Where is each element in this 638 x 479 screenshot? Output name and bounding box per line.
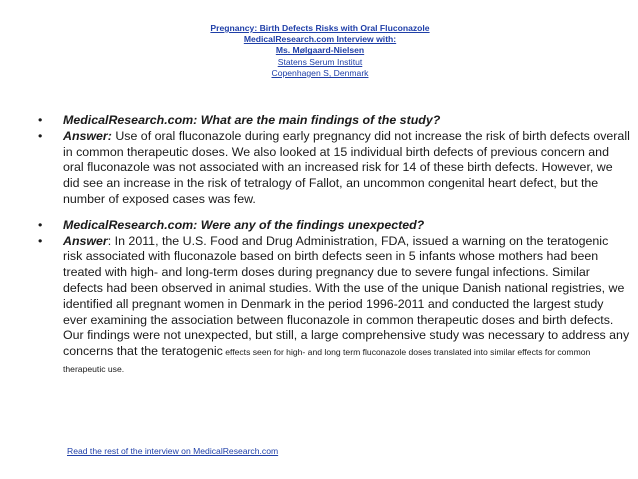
institute-link[interactable]: Statens Serum Institut xyxy=(277,56,363,67)
answer-text: Use of oral fluconazole during early pregnancy did not increase the risk of birth defects overall in common therapeutic doses. We also looked at 15 individual birth defects of previous concern and oral fluconazole was not associated with an increased risk for 14 of these birth defects. However, we did see an increase in the risk of tetralogy of Fallot, an uncommon congenital heart defect, but the number of exposed cases was few. xyxy=(63,128,630,206)
question-item xyxy=(38,113,630,129)
location-link[interactable]: Copenhagen S, Denmark xyxy=(271,67,369,78)
bullet-icon: • xyxy=(38,113,43,127)
answer-item xyxy=(38,234,630,378)
answer-text: : In 2011, the U.S. Food and Drug Administration, FDA, issued a warning on the teratogenic risk associated with fluconazole based on birth defects seen in 5 infants whose mothers had been treated with high- and long-term doses during pregnancy due to severe fungal infections. Similar defects had been observed in animal studies. With the use of the unique Danish national registries, we identified all pregnant women in Denmark in the period 1996-2011 and conducted the largest study ever examining the association between fluconazole in common therapeutic doses and birth defects. Our findings were not unexpected, but still, a large comprehensive study was necessary to address any concerns that the teratogenic xyxy=(63,233,630,359)
read-more-link[interactable]: Read the rest of the interview on MedicalResearch.com xyxy=(67,446,279,456)
answer-label: Answer xyxy=(63,233,108,248)
bullet-icon: • xyxy=(38,128,43,143)
question-item xyxy=(38,218,630,234)
interview-body xyxy=(38,113,630,378)
question-text: MedicalResearch.com: What are the main findings of the study? xyxy=(63,113,441,127)
question-text: MedicalResearch.com: Were any of the findings unexpected? xyxy=(63,217,425,232)
article-title-link[interactable]: Pregnancy: Birth Defects Risks with Oral Fluconazole xyxy=(210,23,430,33)
interview-link[interactable]: MedicalResearch.com Interview with: xyxy=(243,34,397,45)
article-header xyxy=(200,23,440,79)
answer-small-text: effects seen for high- and long term fluconazole doses translated into similar effects for common therapeutic use. xyxy=(63,347,591,374)
bullet-icon: • xyxy=(38,217,43,232)
answer-item xyxy=(38,129,630,208)
bullet-icon: • xyxy=(38,233,43,248)
answer-label: Answer: xyxy=(63,128,112,143)
interviewee-link[interactable]: Ms. Mølgaard-Nielsen xyxy=(275,45,365,56)
